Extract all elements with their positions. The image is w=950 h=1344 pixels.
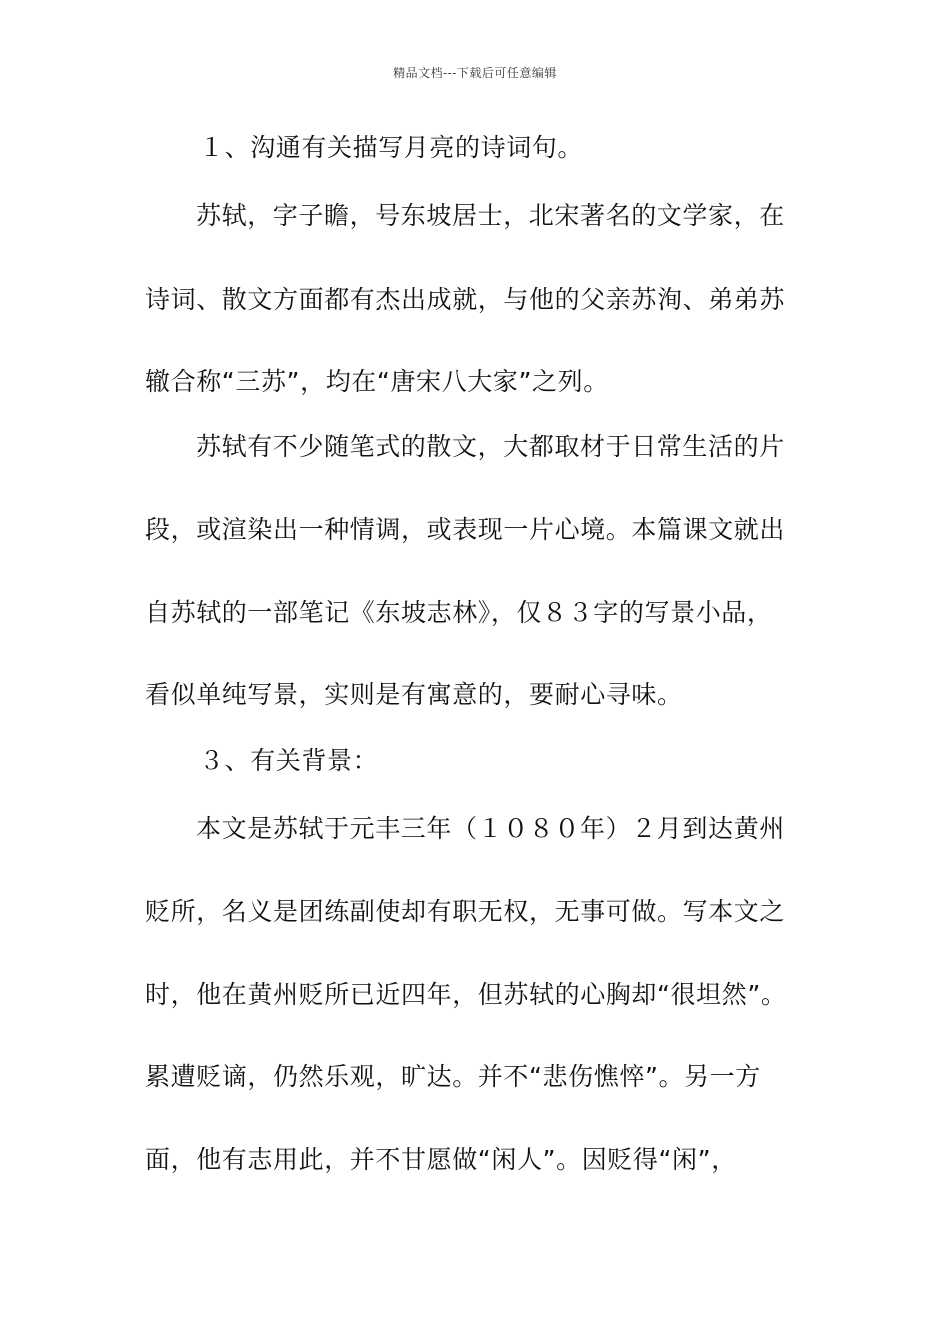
heading-line: １、沟通有关描写月亮的诗词句。: [199, 133, 584, 162]
paragraph-line: 辙合称“三苏”，均在“唐宋八大家”之列。: [145, 367, 609, 396]
paragraph-line: 看似单纯写景，实则是有寓意的，要耐心寻味。: [145, 680, 683, 709]
paragraph-line: 诗词、散文方面都有杰出成就，与他的父亲苏洵、弟弟苏: [145, 285, 786, 314]
paragraph-line: 自苏轼的一部笔记《东坡志林》，仅８３字的写景小品，: [145, 598, 773, 627]
paragraph-line: 本文是苏轼于元丰三年（１０８０年）２月到达黄州: [196, 814, 785, 843]
paragraph-line: 苏轼有不少随笔式的散文，大都取材于日常生活的片: [196, 432, 785, 461]
page-header: 精品文档---下载后可任意编辑: [393, 66, 557, 80]
heading-line: ３、有关背景：: [199, 746, 379, 775]
paragraph-line: 累遭贬谪，仍然乐观，旷达。并不“悲伤憔悴”。另一方: [145, 1062, 761, 1091]
paragraph-line: 面，他有志用此，并不甘愿做“闲人”。因贬得“闲”，: [145, 1145, 737, 1174]
paragraph-line: 段，或渲染出一种情调，或表现一片心境。本篇课文就出: [145, 515, 786, 544]
paragraph-line: 时，他在黄州贬所已近四年，但苏轼的心胸却“很坦然”。: [145, 980, 787, 1009]
paragraph-line: 贬所，名义是团练副使却有职无权，无事可做。写本文之: [145, 897, 786, 926]
paragraph-line: 苏轼，字子瞻，号东坡居士，北宋著名的文学家，在: [196, 201, 785, 230]
